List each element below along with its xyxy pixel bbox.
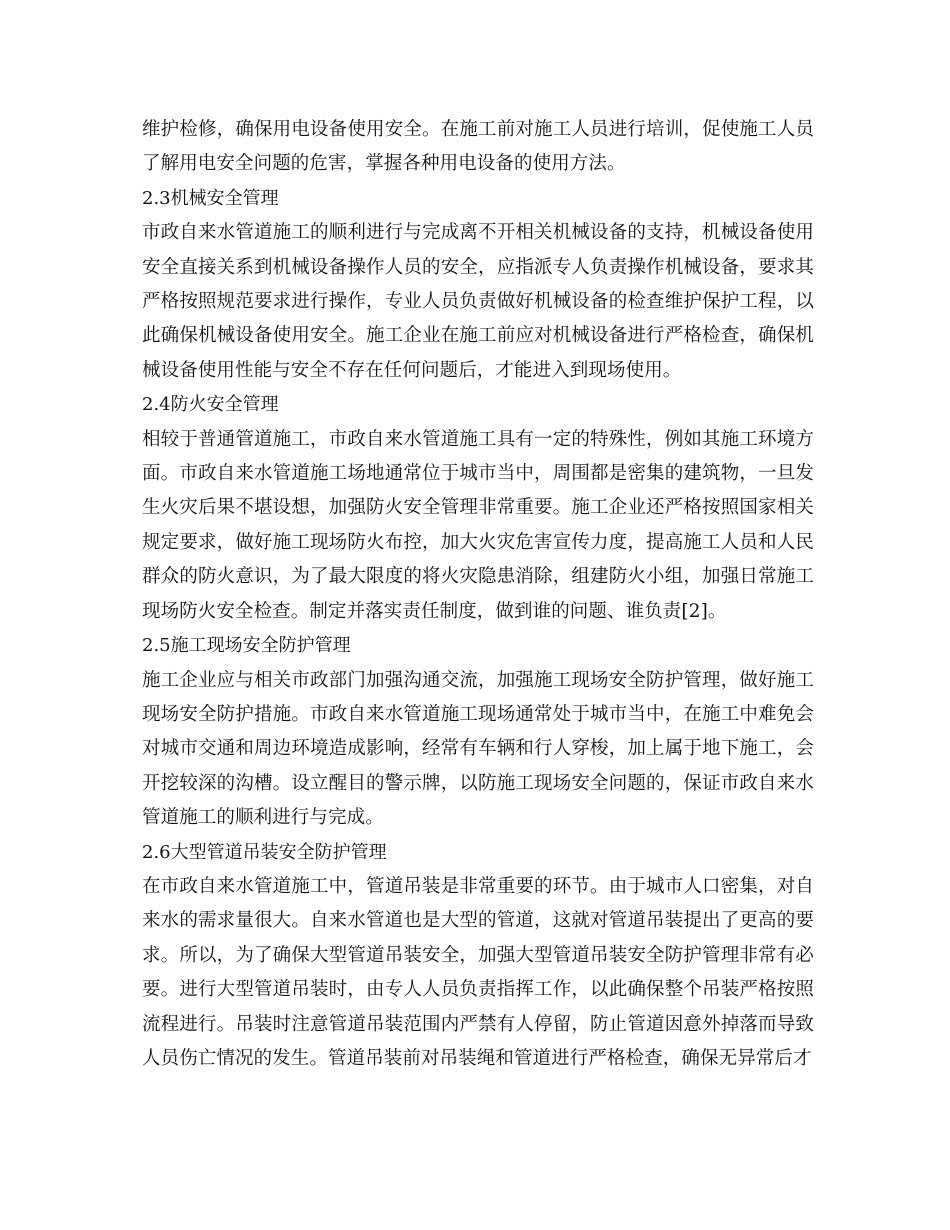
paragraph-electrical-maintenance: 维护检修，确保用电设备使用安全。在施工前对施工人员进行培训，促使施工人员了解用电安全问题的危害，掌握各种用电设备的使用方法。 [142, 119, 814, 175]
paragraph-pipe-hoisting: 在市政自来水管道施工中，管道吊装是非常重要的环节。由于城市人口密集，对自来水的需求量很大。自来水管道也是大型的管道，这就对管道吊装提出了更高的要求。所以，为了确保大型管道吊装安全，加强大型管道吊装安全防护管理非常有必要。进行大型管道吊装时，由专人人员负责指挥工作，以此确保整个吊装严格按照流程进行。吊装时注意管道吊装范围内严禁有人停留，防止管道因意外掉落而导致人员伤亡情况的发生。管道吊装前对吊装绳和管道进行严格检查，确保无异常后才 [142, 875, 814, 1069]
document-body [142, 113, 814, 1076]
section-heading-2-6: 2.6大型管道吊装安全防护管理 [142, 841, 387, 863]
section-heading-2-4: 2.4防火安全管理 [142, 394, 279, 416]
paragraph-machinery-safety: 市政自来水管道施工的顺利进行与完成离不开相关机械设备的支持，机械设备使用安全直接关系到机械设备操作人员的安全，应指派专人负责操作机械设备，要求其严格按照规范要求进行操作，专业人员负责做好机械设备的检查维护保护工程，以此确保机械设备使用安全。施工企业在施工前应对机械设备进行严格检查，确保机械设备使用性能与安全不存在任何问题后，才能进入到现场使用。 [142, 222, 814, 381]
section-heading-2-5: 2.5施工现场安全防护管理 [142, 635, 351, 657]
paragraph-site-protection: 施工企业应与相关市政部门加强沟通交流，加强施工现场安全防护管理，做好施工现场安全防护措施。市政自来水管道施工现场通常处于城市当中，在施工中难免会对城市交通和周边环境造成影响，经常有车辆和行人穿梭，加上属于地下施工，会开挖较深的沟槽。设立醒目的警示牌，以防施工现场安全问题的，保证市政自来水管道施工的顺利进行与完成。 [142, 669, 814, 829]
paragraph-fire-safety: 相较于普通管道施工，市政自来水管道施工具有一定的特殊性，例如其施工环境方面。市政自来水管道施工场地通常位于城市当中，周围都是密集的建筑物，一旦发生火灾后果不堪设想，加强防火安全管理非常重要。施工企业还严格按照国家相关规定要求，做好施工现场防火布控，加大火灾危害宣传力度，提高施工人员和人民群众的防火意识，为了最大限度的将火灾隐患消除，组建防火小组，加强日常施工现场防火安全检查。制定并落实责任制度，做到谁的问题、谁负责[2]。 [142, 428, 814, 622]
section-heading-2-3: 2.3机械安全管理 [142, 187, 279, 209]
